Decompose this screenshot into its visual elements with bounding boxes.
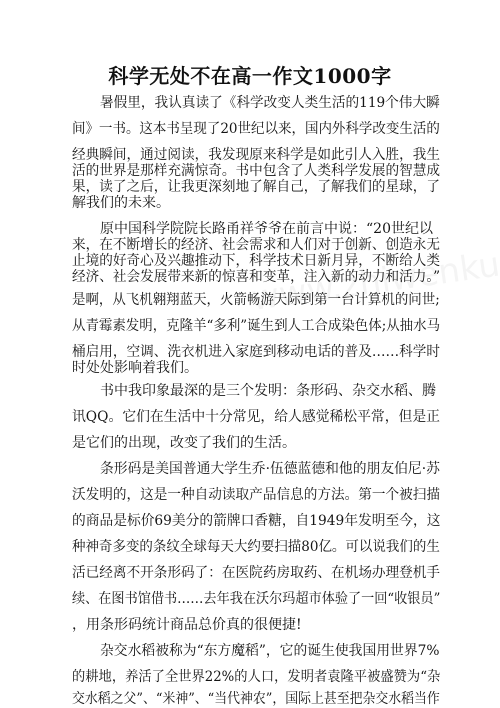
text-line: 书中我印象最深的是三个发明：条形码、杂交水稻、腾 (100, 383, 436, 399)
text-line: 从青霉素发明，克隆羊“多利”诞生到人工合成染色体;从抽水马 (72, 318, 441, 334)
text-line: 交水稻之父”、“米神”、“当代神农”，国际上甚至把杂交水稻当作 (72, 691, 440, 707)
text-line: 止境的好奇心及兴趣推动下，科学技术日新月异，不断给人类 (72, 253, 440, 269)
text-line: 种神奇多变的条纹全球每天大约要扫描80亿。可以说我们的生 (72, 539, 440, 555)
text-line: 讯QQ。它们在生活中十分常见，给人感觉稀松平常，但是正 (72, 409, 440, 425)
text-line: 的耕地，养活了全世界22%的人口，发明者袁隆平被盛赞为“杂 (72, 669, 441, 685)
text-line: 续、在图书馆借书……去年我在沃尔玛超市体验了一回“收银员” (72, 591, 441, 607)
text-line: 经典瞬间，通过阅读，我发现原来科学是如此引人入胜，我生 (72, 147, 440, 163)
text-line: 条形码是美国普通大学生乔·伍德蓝德和他的朋友伯尼·苏 (100, 461, 440, 477)
text-line: 果，读了之后，让我更深刻地了解自己，了解我们的星球，了 (72, 179, 440, 195)
text-line: 杂交水稻被称为“东方魔稻”，它的诞生使我国用世界7% (100, 643, 440, 659)
text-line: 桶启用，空调、洗衣机进入家庭到移动电话的普及……科学时 (72, 344, 440, 360)
text-line: 活的世界是那样充满惊奇。书中包含了人类科学发展的智慧成 (72, 163, 440, 179)
text-line: 暑假里，我认真读了《科学改变人类生活的119个伟大瞬 (100, 95, 440, 111)
text-line: 经济、社会发展带来新的惊喜和变革，注入新的动力和活力。” (72, 269, 441, 285)
text-line: 是啊，从飞机翱翔蓝天，火箭畅游天际到第一台计算机的问世; (72, 292, 440, 308)
text-line: 间》一书。这本书呈现了20世纪以来，国内外科学改变生活的 (72, 121, 440, 137)
text-line: 沃发明的，这是一种自动读取产品信息的方法。第一个被扫描 (72, 487, 440, 503)
text-line: 原中国科学院院长路甬祥爷爷在前言中说：“20世纪以 (100, 221, 433, 237)
text-line: 的商品是标价69美分的箭牌口香糖，自1949年发明至今，这 (72, 513, 441, 529)
document-title: 科学无处不在高一作文1000字 (108, 64, 392, 88)
text-line: 解我们的未来。 (72, 195, 170, 211)
text-line: 时处处影响着我们。 (72, 360, 198, 376)
text-line: 是它们的出现，改变了我们的生活。 (72, 435, 296, 451)
text-line: 活已经离不开条形码了：在医院药房取药、在机场办理登机手 (72, 565, 440, 581)
text-line: 来，在不断增长的经济、社会需求和人们对于创新、创造永无 (72, 237, 440, 253)
text-line: ，用条形码统计商品总价真的很便捷! (72, 617, 302, 633)
